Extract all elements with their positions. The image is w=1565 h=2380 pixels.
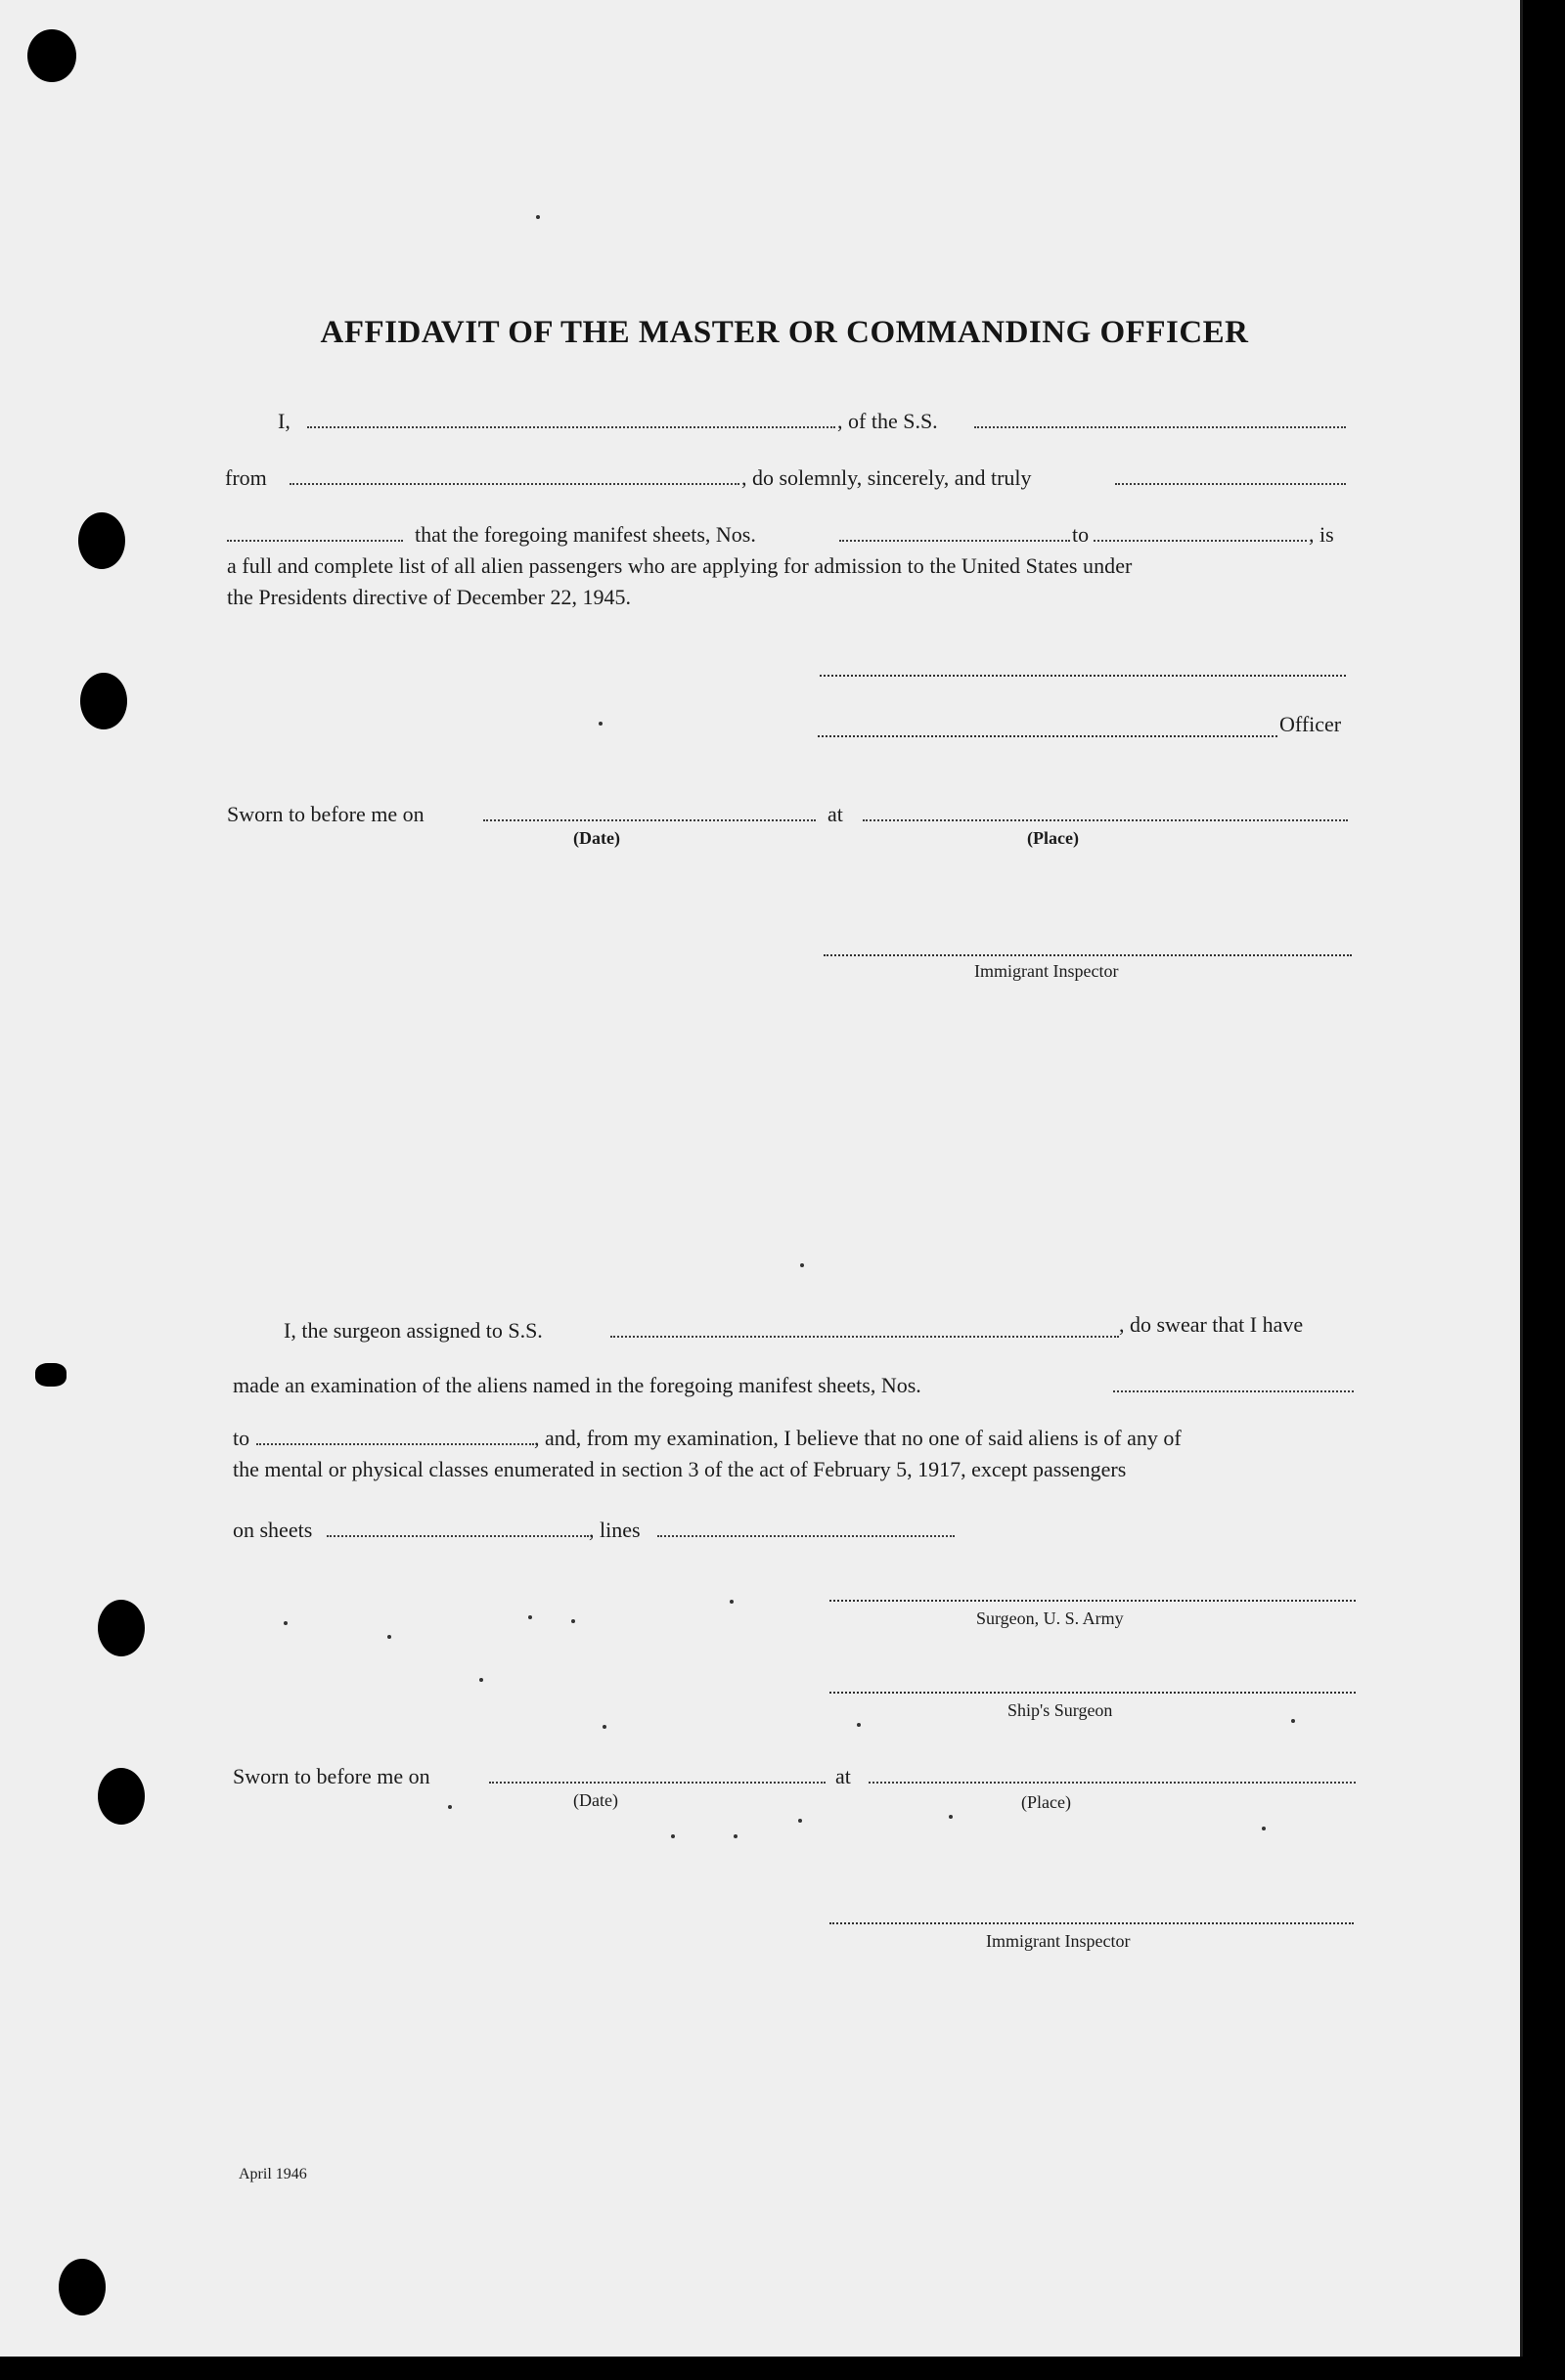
text-surgeon-sworn: Sworn to before me on <box>233 1764 430 1788</box>
oath-continued-field[interactable] <box>227 540 403 542</box>
text-lines: , lines <box>589 1518 641 1542</box>
paper-speck <box>284 1621 288 1625</box>
paper-speck <box>448 1805 452 1809</box>
master-inspector-label: Immigrant Inspector <box>974 961 1119 981</box>
text-surgeon-assigned: I, the surgeon assigned to S.S. <box>284 1318 543 1343</box>
master-inspector-signature-line[interactable] <box>824 954 1352 956</box>
sheets-to-field[interactable] <box>1094 540 1307 542</box>
date-caption: (Date) <box>573 828 620 848</box>
form-date: April 1946 <box>239 2166 307 2182</box>
surgeon-sheets-to-field[interactable] <box>256 1443 534 1445</box>
surgeon-ship-field[interactable] <box>610 1336 1119 1338</box>
surgeon-sworn-place-field[interactable] <box>869 1782 1356 1784</box>
surgeon-sworn-date-field[interactable] <box>489 1782 826 1784</box>
text-surgeon-at: at <box>835 1764 851 1788</box>
army-surgeon-label: Surgeon, U. S. Army <box>976 1609 1124 1628</box>
punch-hole <box>98 1768 145 1825</box>
master-signature-line[interactable] <box>820 675 1346 677</box>
port-from-field[interactable] <box>290 483 739 485</box>
text-examination: made an examination of the aliens named in the foregoing manifest sheets, Nos. <box>233 1373 921 1397</box>
surgeon-date-caption: (Date) <box>573 1790 618 1810</box>
paper-speck <box>536 215 540 219</box>
paper-speck <box>528 1615 532 1619</box>
paper-speck <box>1262 1827 1266 1830</box>
except-lines-field[interactable] <box>657 1535 955 1537</box>
text-on-sheets: on sheets <box>233 1518 313 1542</box>
paper-speck <box>603 1725 606 1729</box>
paper-speck <box>798 1819 802 1823</box>
paper-speck <box>1291 1719 1295 1723</box>
officer-label: Officer <box>1279 712 1342 736</box>
text-sworn: Sworn to before me on <box>227 802 425 826</box>
text-i: I, <box>278 409 291 433</box>
paper-speck <box>671 1834 675 1838</box>
text-solemnly: , do solemnly, sincerely, and truly <box>741 465 1032 490</box>
paper-speck <box>479 1678 483 1682</box>
paper-speck <box>800 1263 804 1267</box>
master-name-field[interactable] <box>307 426 835 428</box>
text-is: , is <box>1309 522 1334 547</box>
paper-speck <box>730 1600 734 1604</box>
text-of-the-ss: , of the S.S. <box>837 409 938 433</box>
text-at: at <box>827 802 843 826</box>
paper-speck <box>599 722 603 726</box>
punch-hole <box>98 1600 145 1656</box>
text-directive: the Presidents directive of December 22, 1945. <box>227 585 631 609</box>
text-full-list: a full and complete list of all alien passengers who are applying for admission to the United States under <box>227 553 1133 578</box>
officer-signature-line[interactable] <box>818 735 1277 737</box>
paper-speck <box>571 1619 575 1623</box>
affidavit-title: AFFIDAVIT OF THE MASTER OR COMMANDING OFFICER <box>320 315 1249 350</box>
sheets-from-field[interactable] <box>839 540 1070 542</box>
surgeon-sheets-from-field[interactable] <box>1113 1390 1354 1392</box>
master-sworn-place-field[interactable] <box>863 819 1348 821</box>
paper-speck <box>857 1723 861 1727</box>
punch-hole <box>27 29 76 82</box>
text-do-swear: , do swear that I have <box>1119 1312 1304 1337</box>
text-surgeon-to: to <box>233 1426 250 1450</box>
text-to: to <box>1072 522 1090 547</box>
master-sworn-date-field[interactable] <box>483 819 816 821</box>
punch-hole <box>78 512 125 569</box>
except-sheets-field[interactable] <box>327 1535 589 1537</box>
text-from: from <box>225 465 267 490</box>
text-belief: , and, from my examination, I believe that no one of said aliens is of any of <box>534 1426 1182 1450</box>
ship-surgeon-label: Ship's Surgeon <box>1007 1700 1113 1720</box>
ship-name-field[interactable] <box>974 426 1346 428</box>
army-surgeon-signature-line[interactable] <box>829 1600 1356 1602</box>
punch-hole <box>35 1363 67 1387</box>
text-manifest-sheets: that the foregoing manifest sheets, Nos. <box>415 522 756 547</box>
oath-type-field[interactable] <box>1115 483 1346 485</box>
paper-speck <box>949 1815 953 1819</box>
punch-hole <box>80 673 127 729</box>
text-classes: the mental or physical classes enumerated in section 3 of the act of February 5, 1917, except passengers <box>233 1457 1127 1481</box>
paper-speck <box>387 1635 391 1639</box>
surgeon-place-caption: (Place) <box>1021 1792 1071 1812</box>
punch-hole <box>59 2259 106 2315</box>
surgeon-inspector-signature-line[interactable] <box>829 1922 1354 1924</box>
paper-speck <box>734 1834 738 1838</box>
place-caption: (Place) <box>1027 828 1079 848</box>
ship-surgeon-signature-line[interactable] <box>829 1692 1356 1694</box>
surgeon-inspector-label: Immigrant Inspector <box>986 1931 1131 1951</box>
